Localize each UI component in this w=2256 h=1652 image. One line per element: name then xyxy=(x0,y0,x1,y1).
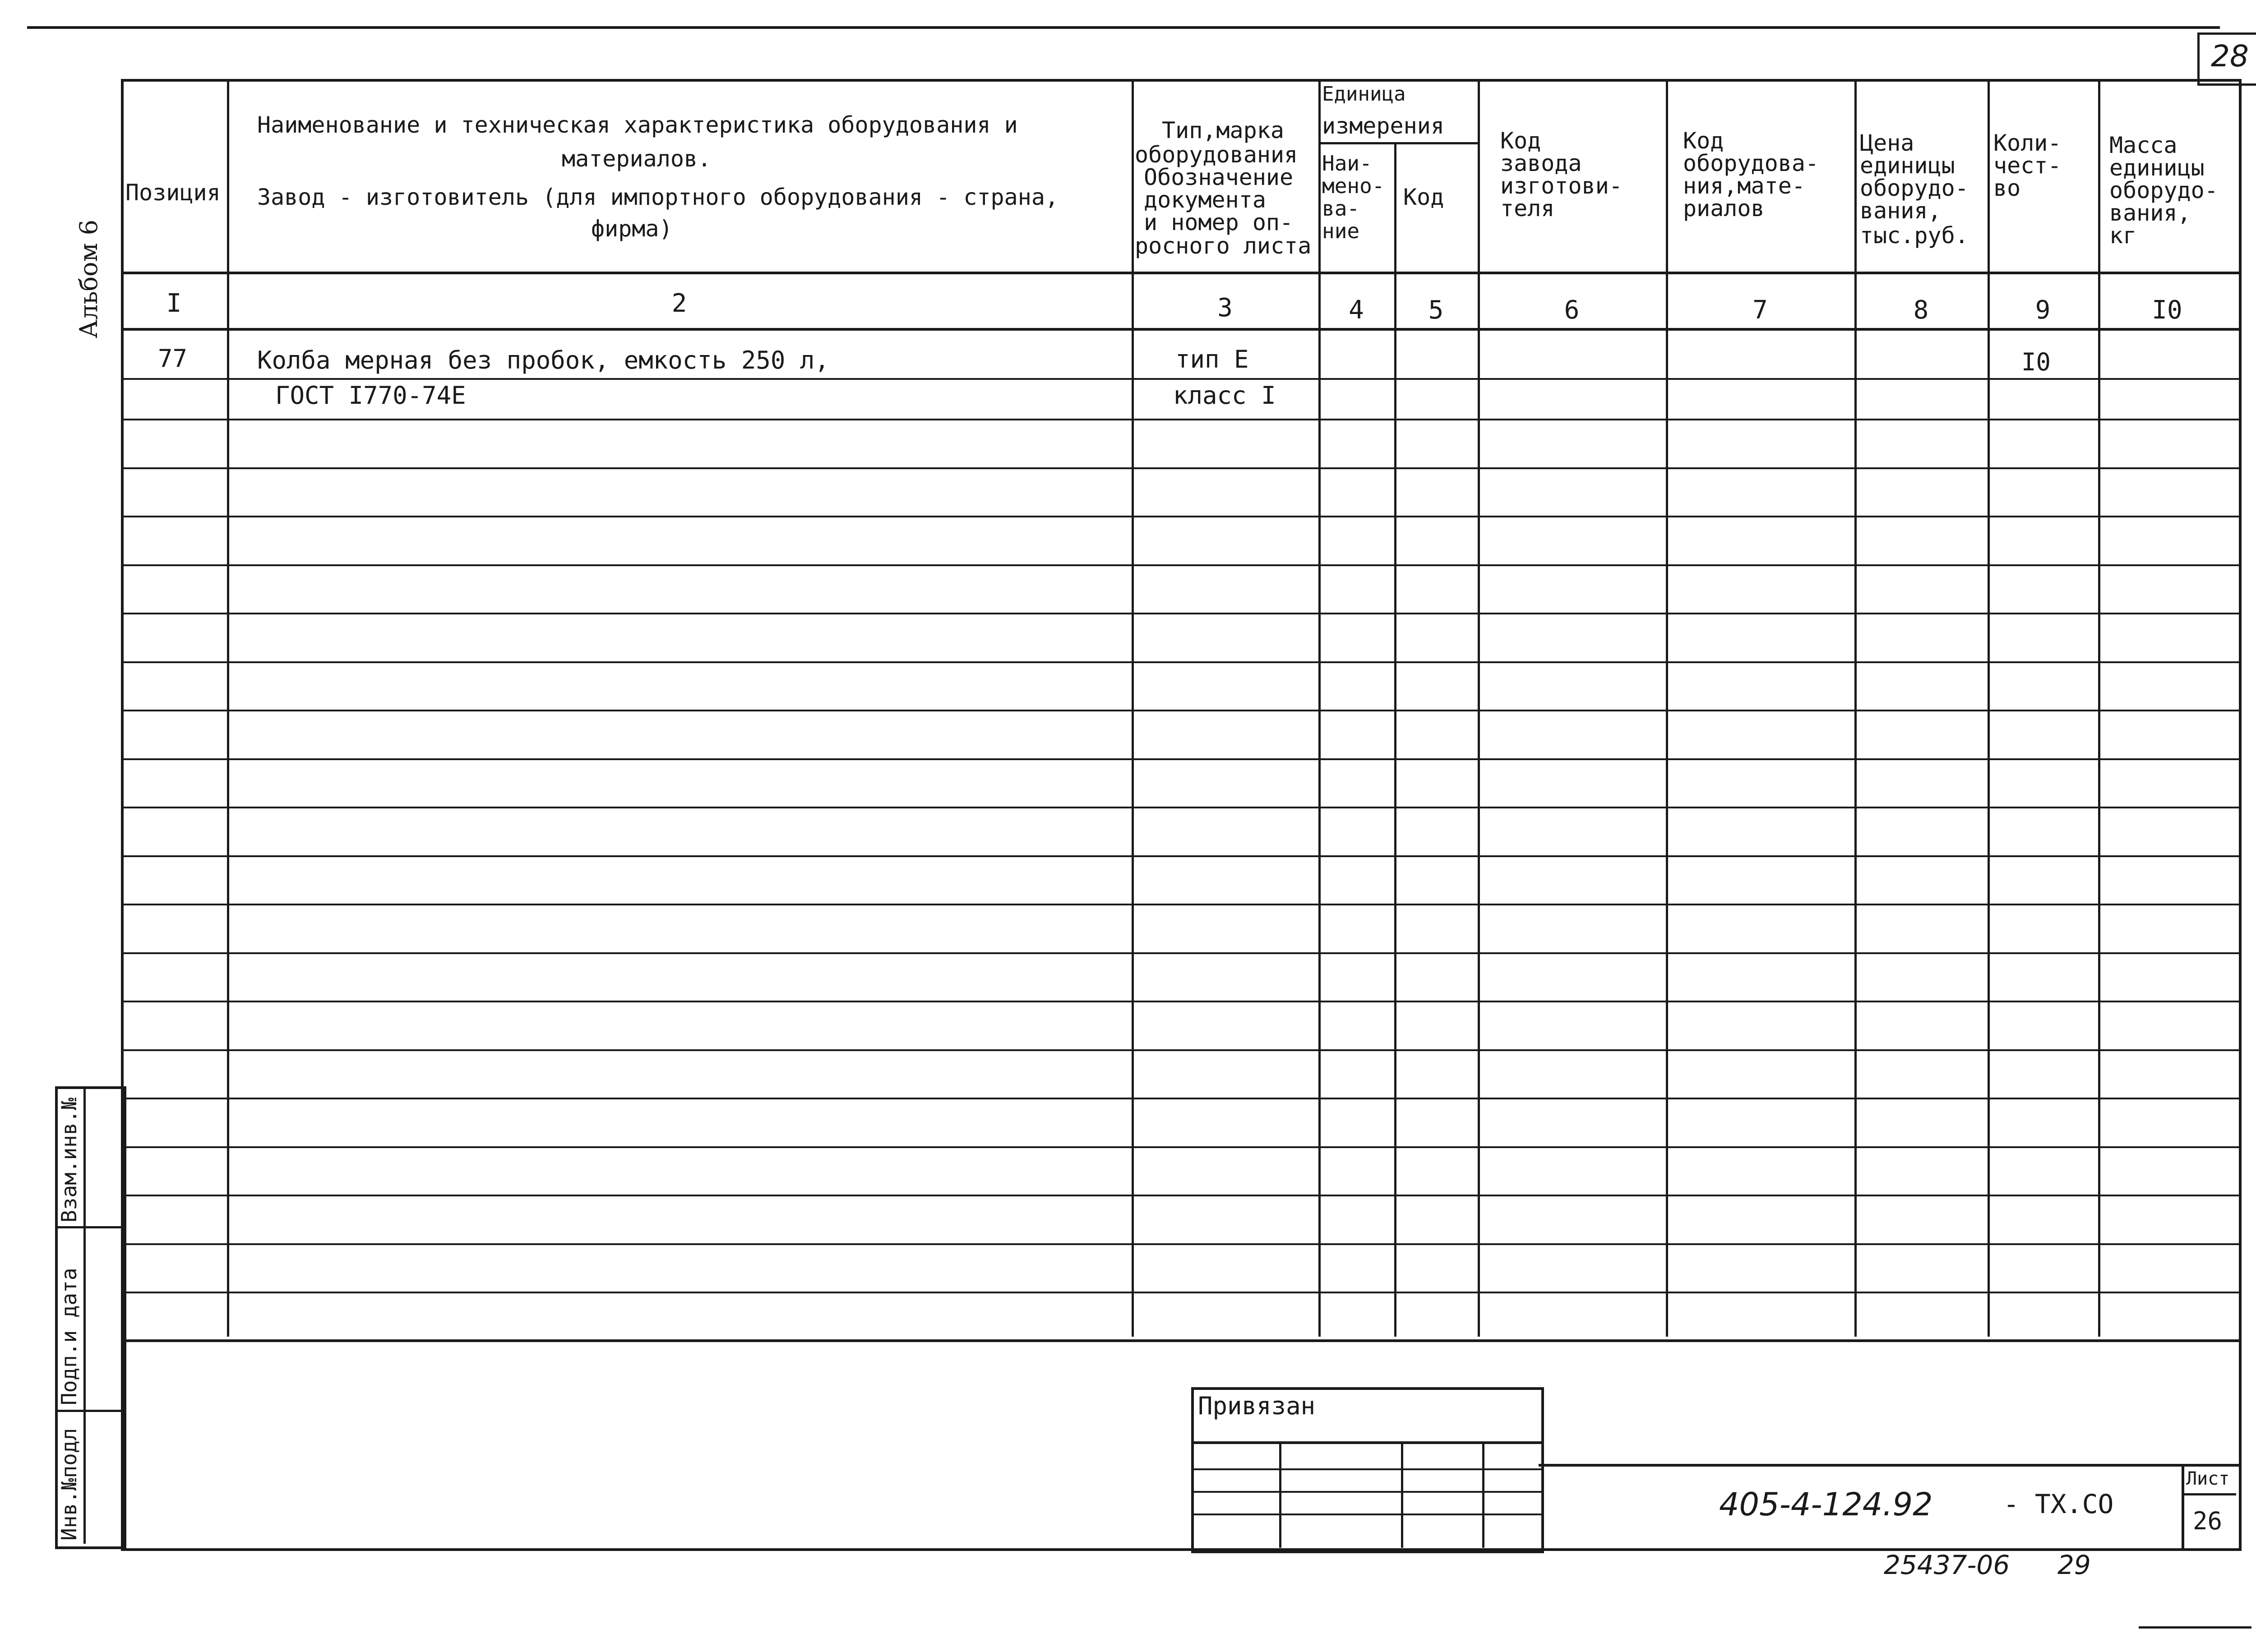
privyazan-vline-3 xyxy=(1482,1441,1484,1548)
header-mass-l3: оборудо- xyxy=(2109,177,2218,203)
header-bottom xyxy=(121,272,2239,274)
title-block-top xyxy=(1539,1464,2239,1467)
sheet-box-divider xyxy=(2182,1493,2236,1495)
bottom-right-rule xyxy=(2139,1626,2251,1629)
header-price-l2: единицы xyxy=(1860,152,1955,179)
header-equip-code-l4: риалов xyxy=(1683,195,1765,221)
col-number-4: 4 xyxy=(1349,295,1364,325)
header-name-line1: Наименование и техническая характеристика оборудования и xyxy=(257,112,1018,138)
col-number-2: 2 xyxy=(671,289,687,318)
header-type-l1: Тип,марка xyxy=(1162,117,1284,143)
header-name-line3: Завод - изготовитель (для импортного оборудования - страна, xyxy=(257,184,1059,210)
side-stamp-podp xyxy=(59,1268,79,1405)
header-unit-name-l3: ва- xyxy=(1322,196,1360,221)
sheet-number: 26 xyxy=(2193,1507,2223,1535)
privyazan-vline-1 xyxy=(1279,1441,1281,1548)
col-number-9: 9 xyxy=(2035,295,2051,325)
privyazan-line-1 xyxy=(1191,1441,1541,1444)
header-price-l5: тыс.руб. xyxy=(1860,222,1969,249)
col-number-5: 5 xyxy=(1428,295,1444,325)
side-stamp-podp-text: Подп.и дата xyxy=(57,1268,81,1405)
row-line xyxy=(121,807,2239,808)
row1-type: тип Е xyxy=(1175,345,1249,374)
row2-name: ГОСТ I770-74Е xyxy=(275,381,466,410)
header-equip-code-l1: Код xyxy=(1683,128,1724,154)
album-label-text: Альбом 6 xyxy=(74,219,103,338)
row-line xyxy=(121,1049,2239,1051)
col-number-6: 6 xyxy=(1564,295,1580,325)
row-line xyxy=(121,710,2239,711)
row1-position: 77 xyxy=(158,344,188,373)
header-mass-l2: единицы xyxy=(2109,155,2205,181)
col-number-8: 8 xyxy=(1913,295,1929,325)
header-type-l3: Обозначение xyxy=(1144,164,1294,190)
numbers-row-bottom xyxy=(121,328,2239,331)
side-stamp-vzam xyxy=(59,1098,79,1223)
header-position: Позиция xyxy=(125,180,221,206)
row2-type: класс I xyxy=(1173,381,1276,410)
privyazan-label: Привязан xyxy=(1198,1392,1316,1420)
header-factory-l2: завода xyxy=(1500,150,1582,176)
header-mass-l5: кг xyxy=(2109,222,2137,249)
header-name-line4: фирма) xyxy=(591,216,673,242)
header-type-l6: росного листа xyxy=(1135,233,1312,259)
header-price-l1: Цена xyxy=(1860,130,1914,156)
unit-subheader-line xyxy=(1318,142,1478,144)
header-unit-l1: Единица xyxy=(1322,83,1406,106)
row-line xyxy=(121,467,2239,469)
header-name-line2: материалов. xyxy=(562,146,712,172)
privyazan-line-4 xyxy=(1191,1514,1541,1515)
privyazan-vline-2 xyxy=(1401,1441,1403,1548)
header-type-l5: и номер оп- xyxy=(1144,209,1294,235)
row-line xyxy=(121,1146,2239,1148)
row1-qty: I0 xyxy=(2021,348,2051,376)
header-equip-code-l2: оборудова- xyxy=(1683,150,1819,176)
row-line xyxy=(121,378,2239,380)
row-line xyxy=(121,419,2239,420)
bottom-page-number: 29 xyxy=(2057,1550,2091,1580)
row-line xyxy=(121,758,2239,760)
row-line xyxy=(121,1195,2239,1196)
side-stamp-inv xyxy=(59,1428,79,1541)
header-unit-code: Код xyxy=(1403,184,1444,210)
sheet-label: Лист xyxy=(2186,1468,2230,1489)
header-unit-name-l2: мено- xyxy=(1322,174,1385,198)
row-line xyxy=(121,1001,2239,1002)
row-line xyxy=(121,904,2239,905)
header-type-l4: документа xyxy=(1144,187,1266,213)
side-stamp-line-1 xyxy=(55,1226,121,1228)
col-number-1: I xyxy=(166,289,182,318)
row-line xyxy=(121,1292,2239,1293)
row-line xyxy=(121,855,2239,857)
privyazan-line-3 xyxy=(1191,1491,1541,1493)
header-qty-l1: Коли- xyxy=(1993,130,2062,156)
doc-suffix: - ТХ.СО xyxy=(2003,1489,2114,1519)
side-stamp-line-2 xyxy=(55,1410,121,1412)
row-line xyxy=(121,661,2239,663)
row-line xyxy=(121,564,2239,566)
header-factory-l4: теля xyxy=(1500,195,1555,221)
row-line xyxy=(121,1243,2239,1245)
header-factory-l1: Код xyxy=(1500,128,1541,154)
side-stamp-divider xyxy=(83,1086,86,1544)
col-number-10: I0 xyxy=(2152,295,2182,325)
album-label xyxy=(74,219,103,338)
header-mass-l1: Масса xyxy=(2109,132,2177,158)
header-price-l4: вания, xyxy=(1860,198,1942,224)
side-stamp-vzam-text: Взам.инв.№ xyxy=(57,1098,81,1223)
row-line xyxy=(121,952,2239,954)
row-line xyxy=(121,1098,2239,1099)
col-number-7: 7 xyxy=(1752,295,1768,325)
header-type-l2: оборудования xyxy=(1135,142,1298,168)
row-line xyxy=(121,516,2239,517)
header-price-l3: оборудо- xyxy=(1860,175,1969,201)
header-unit-name-l1: Наи- xyxy=(1322,151,1372,175)
doc-code: 405-4-124.92 xyxy=(1719,1486,1933,1523)
bottom-archive-number: 25437-06 xyxy=(1884,1550,2010,1580)
header-mass-l4: вания, xyxy=(2109,200,2191,226)
row1-name: Колба мерная без пробок, емкость 250 л, xyxy=(257,346,829,374)
header-factory-l3: изготови- xyxy=(1500,173,1623,199)
header-unit-name-l4: ние xyxy=(1322,219,1360,243)
row-line xyxy=(121,613,2239,614)
page-number: 28 xyxy=(2211,39,2249,74)
top-rule xyxy=(27,26,2220,29)
side-stamp-inv-text: Инв.№подл xyxy=(57,1428,81,1541)
header-unit-l2: измерения xyxy=(1322,113,1444,139)
privyazan-line-2 xyxy=(1191,1468,1541,1470)
header-qty-l3: во xyxy=(1993,175,2021,201)
col-number-3: 3 xyxy=(1217,293,1233,323)
header-equip-code-l3: ния,мате- xyxy=(1683,173,1805,199)
header-qty-l2: чест- xyxy=(1993,152,2062,179)
